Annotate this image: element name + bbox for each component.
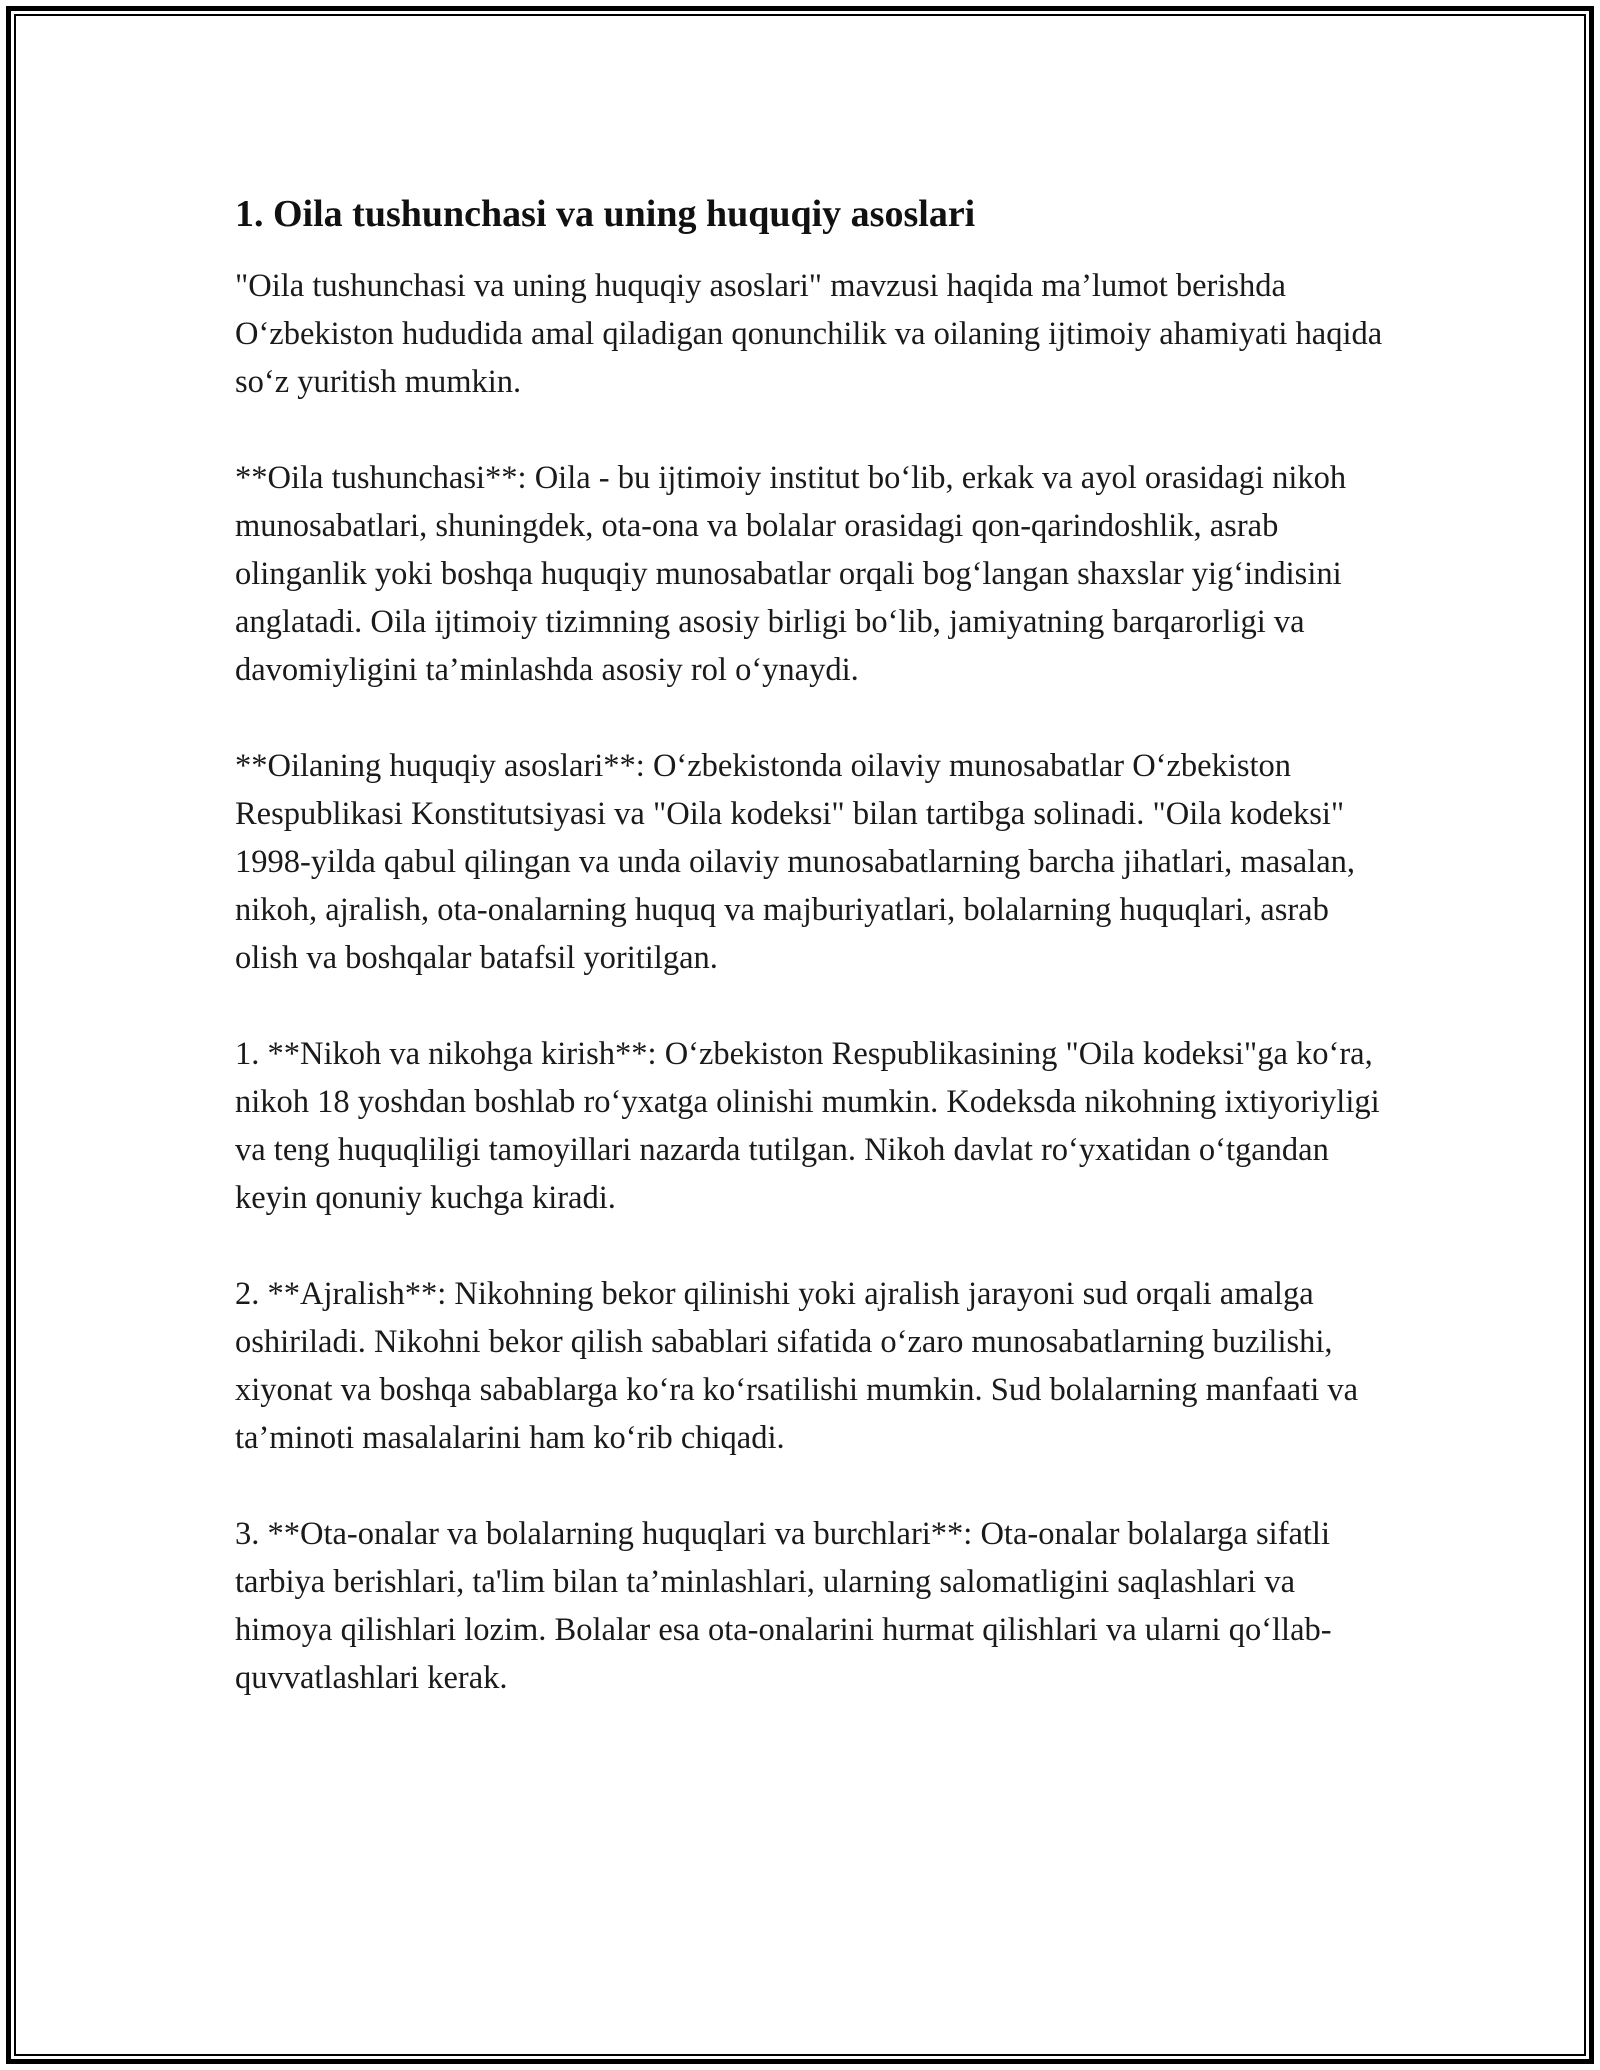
paragraph-family-concept: **Oila tushunchasi**: Oila - bu ijtimoiy institut bo‘lib, erkak va ayol orasidagi nikoh munosabatlari, shuningdek, ota-ona va bolalar orasidagi qon-qarindoshlik, asrab olinganlik yoki boshqa huquqiy munosabatlar orqali bog‘langan shaxslar yig‘indisini anglatadi. Oila ijtimoiy tizimning asosiy birligi bo‘lib, jamiyatning barqarorligi va davomiyligini ta’minlashda asosiy rol o‘ynaydi. bbox=[235, 460, 1347, 688]
document-body bbox=[235, 190, 1385, 1702]
paragraph-marriage: 1. **Nikoh va nikohga kirish**: O‘zbekiston Respublikasining "Oila kodeksi"ga ko‘ra, nikoh 18 yoshdan boshlab ro‘yxatga olinishi mumkin. Kodeksda nikohning ixtiyoriyligi va teng huquqliligi tamoyillari nazarda tutilgan. Nikoh davlat ro‘yxatidan o‘tgandan keyin qonuniy kuchga kiradi. bbox=[235, 1036, 1380, 1216]
paragraph-intro: "Oila tushunchasi va uning huquqiy asoslari" mavzusi haqida ma’lumot berishda O‘zbekiston hududida amal qiladigan qonunchilik va oilaning ijtimoiy ahamiyati haqida so‘z yuritish mumkin. bbox=[235, 268, 1383, 400]
document-title: 1. Oila tushunchasi va uning huquqiy asoslari bbox=[235, 193, 976, 235]
paragraph-divorce: 2. **Ajralish**: Nikohning bekor qilinishi yoki ajralish jarayoni sud orqali amalga oshiriladi. Nikohni bekor qilish sabablari sifatida o‘zaro munosabatlarning buzilishi, xiyonat va boshqa sabablarga ko‘ra ko‘rsatilishi mumkin. Sud bolalarning manfaati va ta’minoti masalalarini ham ko‘rib chiqadi. bbox=[235, 1276, 1359, 1456]
paragraph-legal-basis: **Oilaning huquqiy asoslari**: O‘zbekistonda oilaviy munosabatlar O‘zbekiston Respublikasi Konstitutsiyasi va "Oila kodeksi" bilan tartibga solinadi. "Oila kodeksi" 1998-yilda qabul qilingan va unda oilaviy munosabatlarning barcha jihatlari, masalan, nikoh, ajralish, ota-onalarning huquq va majburiyatlari, bolalarning huquqlari, asrab olish va boshqalar batafsil yoritilgan. bbox=[235, 748, 1356, 976]
paragraph-parent-child-rights: 3. **Ota-onalar va bolalarning huquqlari va burchlari**: Ota-onalar bolalarga sifatli tarbiya berishlari, ta'lim bilan ta’minlashlari, ularning salomatligini saqlashlari va himoya qilishlari lozim. Bolalar esa ota-onalarini hurmat qilishlari va ularni qo‘llab-quvvatlashlari kerak. bbox=[235, 1516, 1332, 1696]
